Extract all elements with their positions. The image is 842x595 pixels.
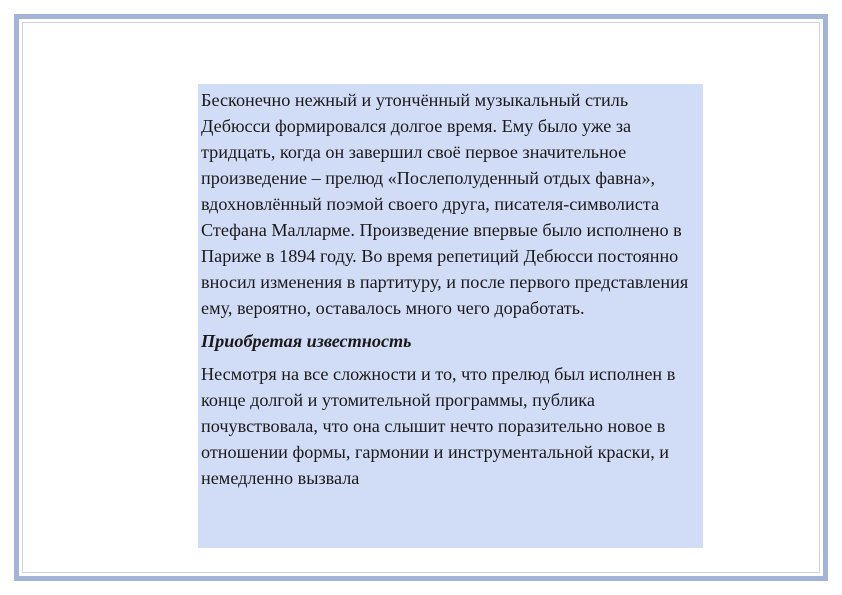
paragraph-fame: Несмотря на все сложности и то, что прелюд был исполнен в конце долгой и утомительной программы, публика почувствовала, что она слышит нечто поразительно новое в отношении формы, гармонии и инструментальной краски, и немедленно вызвала — [201, 364, 676, 488]
section-subheading: Приобретая известность — [201, 331, 412, 351]
paragraph-intro: Бесконечно нежный и утончённый музыкальный стиль Дебюсси формировался долгое время. Ему было уже за тридцать, когда он завершил своё первое значительное произведение – прелюд «Послеполуденный отдых фавна», вдохновлённый поэмой своего друга, писателя-символиста Стефана Малларме. Произведение впервые было исполнено в Париже в 1894 году. Во время репетиций Дебюсси постоянно вносил изменения в партитуру, и после первого представления ему, вероятно, оставалось много чего доработать. — [201, 90, 689, 318]
text-box — [198, 84, 703, 548]
